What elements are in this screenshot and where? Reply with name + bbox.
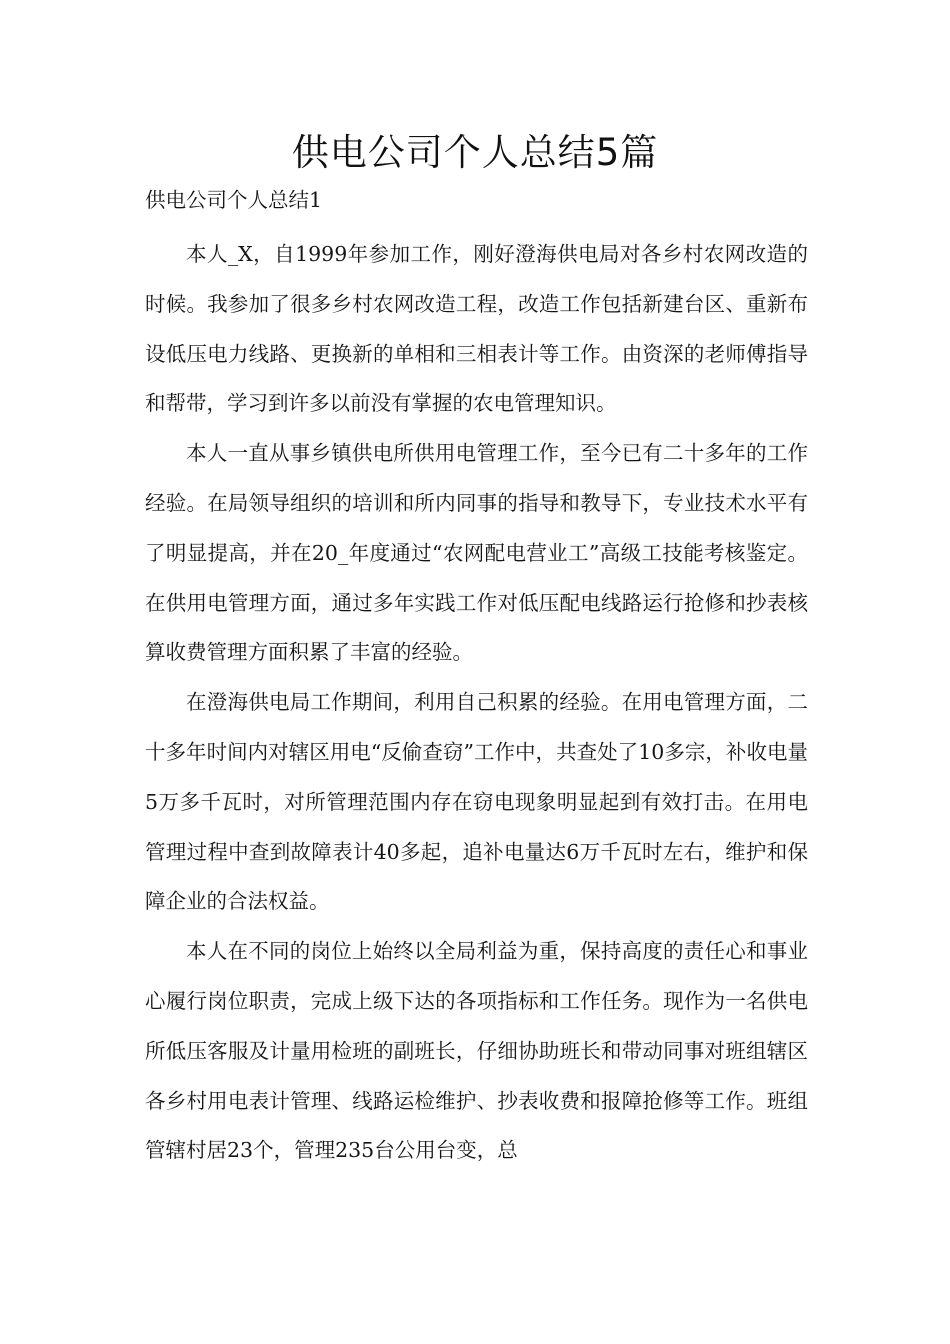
paragraph-1: 本人_X，自1999年参加工作，刚好澄海供电局对各乡村农网改造的时候。我参加了很多乡村农网改造工程，改造工作包括新建台区、重新布设低压电力线路、更换新的单相和三相表计等工作。由资深的老师傅指导和帮带，学习到许多以前没有掌握的农电管理知识。 [145, 242, 808, 416]
paragraph-4: 本人在不同的岗位上始终以全局利益为重，保持高度的责任心和事业心履行岗位职责，完成上级下达的各项指标和工作任务。现作为一名供电所低压客服及计量用检班的副班长，仔细协助班长和带动同事对班组辖区各乡村用电表计管理、线路运检维护、抄表收费和报障抢修等工作。班组管辖村居23个，管理235台公用台变，总 [145, 939, 808, 1163]
paragraph-3: 在澄海供电局工作期间，利用自己积累的经验。在用电管理方面，二十多年时间内对辖区用电“反偷查窃”工作中，共查处了10多宗，补收电量5万多千瓦时，对所管理范围内存在窃电现象明显起到有效打击。在用电管理过程中查到故障表计40多起，追补电量达6万千瓦时左右，维护和保障企业的合法权益。 [145, 690, 808, 914]
document-title: 供电公司个人总结5篇 [291, 131, 659, 174]
section-heading: 供电公司个人总结1 [145, 188, 323, 212]
document-body [145, 180, 808, 1176]
paragraph-2: 本人一直从事乡镇供电所供用电管理工作，至今已有二十多年的工作经验。在局领导组织的培训和所内同事的指导和教导下，专业技术水平有了明显提高，并在20_年度通过“农网配电营业工”高级工技能考核鉴定。在供用电管理方面，通过多年实践工作对低压配电线路运行抢修和抄表核算收费管理方面积累了丰富的经验。 [145, 441, 808, 665]
